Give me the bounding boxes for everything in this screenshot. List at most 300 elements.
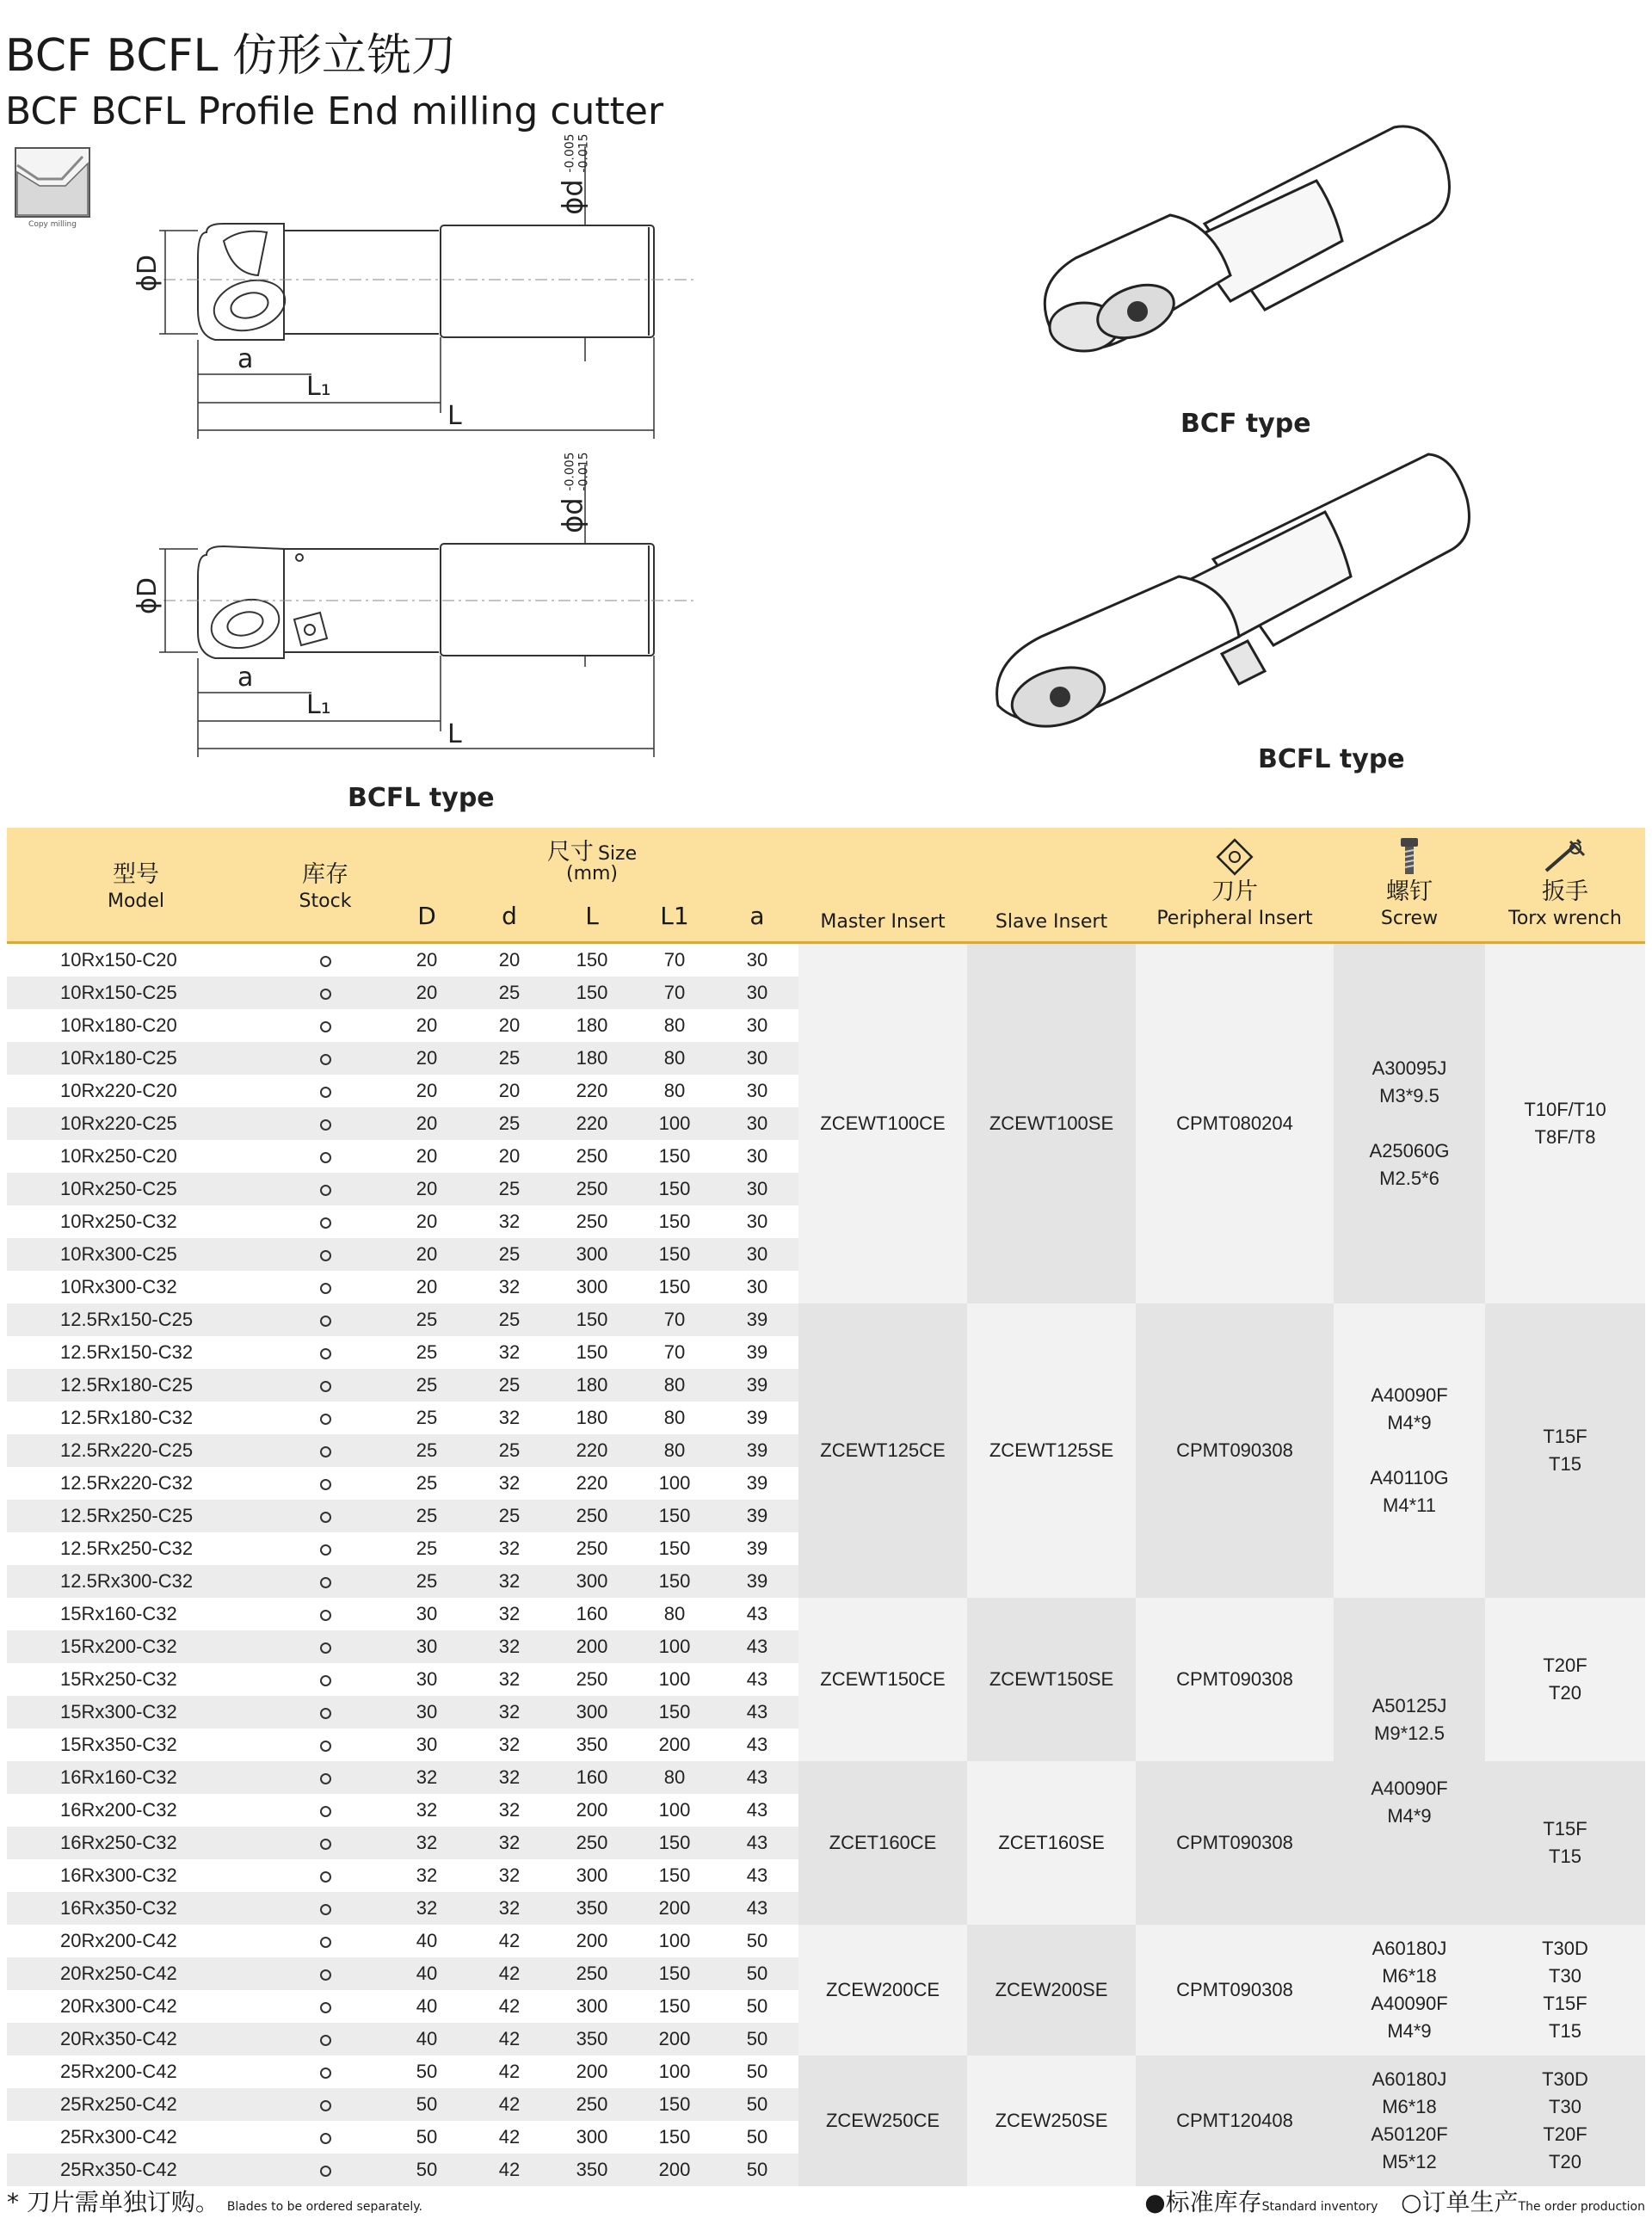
table-header: [7, 828, 1645, 944]
dim-d-cell: 30: [416, 1636, 438, 1657]
dim-l-cell: 250: [576, 1178, 608, 1199]
dim-a-cell: 43: [746, 1636, 768, 1657]
dim-l1-cell: 80: [663, 1014, 686, 1036]
dim-d-cell: 20: [416, 1178, 438, 1199]
table-row: [7, 1630, 798, 1663]
bcf-tolerance-lower: -0.015: [576, 133, 591, 173]
screw-cell-line: A50120F: [1371, 2123, 1448, 2145]
slave-insert-cell-line: ZCET160SE: [998, 1832, 1105, 1853]
dim-l1-cell: 150: [658, 2093, 691, 2115]
peripheral-insert-cell-line: CPMT090308: [1176, 1832, 1293, 1853]
torx-wrench-cell-line: T30D: [1542, 1938, 1588, 1959]
dim-a-cell: 43: [746, 1701, 768, 1722]
stock-cell: [265, 1500, 385, 1532]
dim-d-cell: 20: [416, 1080, 438, 1101]
order-production-icon: [320, 1642, 331, 1654]
dim-l1-cell: 200: [658, 1897, 691, 1919]
torx-wrench-cell-line: T20F: [1543, 2123, 1587, 2145]
header-stock-en: Stock: [299, 890, 352, 912]
model-cell: 12.5Rx150-C32: [60, 1341, 194, 1363]
header-model-en: Model: [107, 890, 165, 912]
peripheral-insert-cell: [1136, 1925, 1334, 2055]
torx-wrench-cell-line: T8F/T8: [1534, 1126, 1596, 1148]
torx-wrench-cell-line: T30: [1549, 2096, 1581, 2117]
dim-l1-cell: 150: [658, 1505, 691, 1526]
order-production-icon: [320, 1871, 331, 1883]
dim-l-cell: 250: [576, 1963, 608, 1984]
table-row: [7, 1925, 798, 1957]
order-production-icon: [320, 1348, 331, 1359]
page-title-cn: BCF BCFL 仿形立铣刀: [5, 30, 456, 82]
screw-cell-line: M6*18: [1382, 1965, 1437, 1987]
dim-d-cell: 40: [416, 1930, 438, 1951]
dim-d-cell: 20: [416, 1014, 438, 1036]
dim-d-cell: 20: [498, 1145, 521, 1167]
table-row: [7, 1205, 798, 1238]
stock-cell: [265, 1075, 385, 1107]
table-row: [7, 1892, 798, 1925]
model-cell: 12.5Rx180-C25: [60, 1374, 194, 1396]
dim-d-cell: 42: [498, 2126, 521, 2148]
bcf-type-label: BCF type: [1180, 409, 1311, 439]
stock-cell: [265, 1957, 385, 1990]
header-size-en: Size: [597, 843, 638, 865]
model-cell: 10Rx180-C20: [60, 1014, 177, 1036]
dim-l1-cell: 200: [658, 2028, 691, 2049]
dim-l-cell: 300: [576, 1276, 608, 1297]
slave-insert-cell-line: ZCEW200SE: [995, 1979, 1108, 2000]
bcfl-dim-d: ϕd: [556, 497, 589, 533]
bcf-dim-a: a: [237, 344, 254, 374]
order-production-icon: [320, 2133, 331, 2144]
dim-l1-cell: 70: [663, 982, 686, 1003]
screw-cell-line: M6*18: [1382, 2096, 1437, 2117]
bcfl-type-label: BCFL type: [1258, 744, 1405, 774]
dim-d-cell: 25: [416, 1505, 438, 1526]
dim-d-cell: 42: [498, 2028, 521, 2049]
stock-cell: [265, 1140, 385, 1173]
dim-l-cell: 200: [576, 1636, 608, 1657]
copy-milling-icon: [14, 146, 91, 232]
dim-d-cell: 25: [416, 1439, 438, 1461]
stock-cell: [265, 1663, 385, 1696]
master-insert-cell-line: ZCEWT125CE: [820, 1439, 946, 1461]
stock-cell: [265, 1598, 385, 1630]
bcfl-drawing-label: BCFL type: [348, 783, 495, 813]
stock-cell: [265, 1532, 385, 1565]
dim-l-cell: 300: [576, 1243, 608, 1265]
dim-a-cell: 30: [746, 982, 768, 1003]
dim-d-cell: 25: [498, 1505, 521, 1526]
screw-cell: [1334, 944, 1485, 1303]
dim-l-cell: 300: [576, 1864, 608, 1886]
header-screw-en: Screw: [1380, 908, 1439, 929]
dim-d-cell: 20: [416, 1112, 438, 1134]
table-row: [7, 1696, 798, 1729]
stock-cell: [265, 1827, 385, 1859]
dim-d-cell: 25: [498, 1374, 521, 1396]
order-production-icon: [320, 1217, 331, 1229]
dim-a-cell: 43: [746, 1734, 768, 1755]
table-row: [7, 1990, 798, 2023]
dim-l-cell: 200: [576, 2061, 608, 2082]
master-insert-cell: [798, 1598, 967, 1761]
table-row: [7, 1336, 798, 1369]
order-production-icon: [320, 1185, 331, 1196]
screw-cell-line: M4*9: [1387, 2020, 1432, 2042]
dim-d-cell: 25: [416, 1341, 438, 1363]
stock-cell: [265, 1696, 385, 1729]
dim-l1-cell: 150: [658, 1145, 691, 1167]
dim-l-cell: 300: [576, 1570, 608, 1592]
legend-order-cn: ○订单生产: [1401, 2188, 1519, 2216]
dim-l-cell: 220: [576, 1472, 608, 1494]
copy-milling-label: Copy milling: [28, 220, 77, 229]
screw-cell: [1334, 1598, 1485, 1925]
header-wrench-en: Torx wrench: [1508, 908, 1622, 929]
stock-cell: [265, 1369, 385, 1402]
screw-cell-line: A40110G: [1370, 1467, 1449, 1488]
header-size-cn: 尺寸: [546, 839, 594, 866]
dim-l1-cell: 100: [658, 1668, 691, 1690]
dim-d-cell: 25: [416, 1374, 438, 1396]
dim-l-cell: 150: [576, 1309, 608, 1330]
dim-l1-cell: 150: [658, 1995, 691, 2017]
dim-d-cell: 32: [498, 1570, 521, 1592]
model-cell: 20Rx200-C42: [60, 1930, 177, 1951]
dim-d-cell: 25: [498, 1112, 521, 1134]
bcf-dim-L1: L₁: [306, 372, 331, 402]
peripheral-insert-cell-line: CPMT120408: [1176, 2110, 1293, 2131]
dim-l-cell: 200: [576, 1799, 608, 1821]
model-cell: 16Rx300-C32: [60, 1864, 177, 1886]
dim-a-cell: 39: [746, 1570, 768, 1592]
dim-d-cell: 20: [498, 1014, 521, 1036]
dim-l1-cell: 100: [658, 1636, 691, 1657]
screw-cell-line: M3*9.5: [1379, 1085, 1439, 1106]
header-a: a: [749, 902, 765, 930]
table-row: [7, 1042, 798, 1075]
peripheral-insert-cell-line: CPMT090308: [1176, 1668, 1293, 1690]
model-cell: 15Rx250-C32: [60, 1668, 177, 1690]
table-row: [7, 1173, 798, 1205]
header-d: d: [502, 902, 517, 930]
dim-l-cell: 150: [576, 1341, 608, 1363]
bcf-dim-L: L: [447, 401, 462, 431]
stock-cell: [265, 1925, 385, 1957]
model-cell: 15Rx160-C32: [60, 1603, 177, 1624]
dim-d-cell: 42: [498, 1995, 521, 2017]
dim-d-cell: 32: [416, 1799, 438, 1821]
dim-d-cell: 30: [416, 1603, 438, 1624]
table-row: [7, 1140, 798, 1173]
screw-cell-line: M4*9: [1387, 1805, 1432, 1827]
dim-l1-cell: 200: [658, 1734, 691, 1755]
dim-a-cell: 43: [746, 1603, 768, 1624]
dim-l-cell: 250: [576, 1505, 608, 1526]
stock-cell: [265, 1042, 385, 1075]
dim-a-cell: 30: [746, 1080, 768, 1101]
slave-insert-cell: [967, 1925, 1136, 2055]
dim-d-cell: 32: [498, 1341, 521, 1363]
model-cell: 12.5Rx300-C32: [60, 1570, 194, 1592]
dim-a-cell: 39: [746, 1309, 768, 1330]
stock-cell: [265, 2088, 385, 2121]
dim-d-cell: 32: [498, 1668, 521, 1690]
table-row: [7, 1565, 798, 1598]
master-insert-cell-line: ZCET160CE: [829, 1832, 937, 1853]
slave-insert-cell-line: ZCEWT125SE: [989, 1439, 1114, 1461]
table-row: [7, 1303, 798, 1336]
torx-wrench-cell: [1485, 1598, 1645, 1761]
dim-a-cell: 30: [746, 1243, 768, 1265]
stock-cell: [265, 1794, 385, 1827]
dim-d-cell: 50: [416, 2126, 438, 2148]
screw-cell-line: A40090F: [1371, 1993, 1448, 2014]
dim-d-cell: 32: [498, 1407, 521, 1428]
dim-a-cell: 50: [746, 2159, 768, 2180]
order-production-icon: [320, 1937, 331, 1948]
model-cell: 12.5Rx150-C25: [60, 1309, 194, 1330]
order-production-icon: [320, 1839, 331, 1850]
stock-cell: [265, 2055, 385, 2088]
table-row: [7, 2154, 798, 2186]
torx-wrench-cell: [1485, 1925, 1645, 2055]
dim-d-cell: 32: [498, 1211, 521, 1232]
dim-a-cell: 43: [746, 1832, 768, 1853]
dim-l1-cell: 100: [658, 1799, 691, 1821]
table-row: [7, 1859, 798, 1892]
bcfl-dim-L: L: [447, 719, 462, 749]
stock-cell: [265, 2023, 385, 2055]
dim-l1-cell: 80: [663, 1047, 686, 1069]
order-production-icon: [320, 1610, 331, 1621]
header-D: D: [417, 902, 436, 930]
dim-d-cell: 20: [498, 1080, 521, 1101]
model-cell: 12.5Rx220-C25: [60, 1439, 194, 1461]
table-row: [7, 1663, 798, 1696]
stock-cell: [265, 1238, 385, 1271]
torx-wrench-cell-line: T20F: [1543, 1655, 1587, 1676]
stock-cell: [265, 1173, 385, 1205]
table-row: [7, 1107, 798, 1140]
torx-wrench-cell-line: T20: [1549, 1682, 1581, 1704]
dim-a-cell: 43: [746, 1668, 768, 1690]
header-wrench-cn: 扳手: [1542, 878, 1588, 905]
model-cell: 12.5Rx250-C32: [60, 1538, 194, 1559]
model-cell: 10Rx220-C25: [60, 1112, 177, 1134]
dim-d-cell: 32: [498, 1799, 521, 1821]
torx-wrench-cell: [1485, 1303, 1645, 1598]
legend-standard-en: Standard inventory: [1261, 2200, 1378, 2214]
dim-a-cell: 30: [746, 1014, 768, 1036]
table-row: [7, 1500, 798, 1532]
model-cell: 10Rx300-C25: [60, 1243, 177, 1265]
dim-l1-cell: 70: [663, 1309, 686, 1330]
table-row: [7, 1532, 798, 1565]
dim-a-cell: 43: [746, 1897, 768, 1919]
dim-d-cell: 25: [416, 1407, 438, 1428]
bcf-tool-illustration: [981, 112, 1480, 422]
peripheral-insert-cell-line: CPMT090308: [1176, 1979, 1293, 2000]
order-production-icon: [320, 1414, 331, 1425]
table-row: [7, 1729, 798, 1761]
dim-d-cell: 42: [498, 1930, 521, 1951]
table-row: [7, 2023, 798, 2055]
order-production-icon: [320, 1741, 331, 1752]
dim-l-cell: 350: [576, 2028, 608, 2049]
screw-cell-line: M4*11: [1383, 1494, 1436, 1516]
dim-a-cell: 39: [746, 1439, 768, 1461]
dim-a-cell: 39: [746, 1341, 768, 1363]
dim-d-cell: 50: [416, 2159, 438, 2180]
screw-cell-line: M2.5*6: [1379, 1168, 1439, 1189]
dim-a-cell: 39: [746, 1407, 768, 1428]
dim-l1-cell: 70: [663, 949, 686, 971]
bcfl-tolerance-upper: -0.005: [563, 452, 577, 491]
header-L1: L1: [660, 902, 689, 930]
dim-l-cell: 350: [576, 1897, 608, 1919]
stock-cell: [265, 1402, 385, 1434]
master-insert-cell-line: ZCEW250CE: [825, 2110, 940, 2131]
stock-cell: [265, 1336, 385, 1369]
dim-d-cell: 20: [416, 1047, 438, 1069]
peripheral-insert-cell: [1136, 944, 1334, 1303]
dim-d-cell: 42: [498, 2061, 521, 2082]
dim-l-cell: 250: [576, 1145, 608, 1167]
model-cell: 10Rx250-C25: [60, 1178, 177, 1199]
screw-cell-line: A40090F: [1371, 1384, 1448, 1406]
stock-cell: [265, 2121, 385, 2154]
order-production-icon: [320, 1021, 331, 1032]
bcf-technical-drawing: [129, 129, 714, 439]
dim-d-cell: 40: [416, 2028, 438, 2049]
stock-cell: [265, 1565, 385, 1598]
dim-l-cell: 250: [576, 1668, 608, 1690]
torx-wrench-icon: [1539, 836, 1591, 878]
stock-cell: [265, 1630, 385, 1663]
dim-l1-cell: 200: [658, 2159, 691, 2180]
slave-insert-cell-line: ZCEW250SE: [995, 2110, 1108, 2131]
dim-l1-cell: 80: [663, 1603, 686, 1624]
stock-cell: [265, 1205, 385, 1238]
header-stock-cn: 库存: [302, 861, 348, 888]
dim-d-cell: 20: [416, 1243, 438, 1265]
header-model: [7, 860, 265, 914]
dim-l-cell: 180: [576, 1014, 608, 1036]
dim-d-cell: 32: [498, 1832, 521, 1853]
table-row: [7, 2121, 798, 2154]
bcf-dim-D: ϕD: [132, 255, 163, 292]
slave-insert-cell: [967, 944, 1136, 1303]
table-row: [7, 1827, 798, 1859]
dim-l-cell: 300: [576, 2126, 608, 2148]
torx-wrench-cell: [1485, 944, 1645, 1303]
dim-l-cell: 200: [576, 1930, 608, 1951]
dim-d-cell: 32: [498, 1603, 521, 1624]
model-cell: 20Rx250-C42: [60, 1963, 177, 1984]
dim-a-cell: 50: [746, 2061, 768, 2082]
torx-wrench-cell-line: T20: [1549, 2151, 1581, 2172]
torx-wrench-cell-line: T30D: [1542, 2068, 1588, 2090]
dim-d-cell: 20: [416, 949, 438, 971]
dim-d-cell: 25: [498, 1047, 521, 1069]
stock-cell: [265, 1107, 385, 1140]
dim-l-cell: 180: [576, 1374, 608, 1396]
order-production-icon: [320, 2166, 331, 2177]
dim-d-cell: 32: [498, 1864, 521, 1886]
order-production-icon: [320, 1675, 331, 1686]
table-row: [7, 1434, 798, 1467]
dim-a-cell: 30: [746, 1145, 768, 1167]
dim-a-cell: 43: [746, 1766, 768, 1788]
table-row: [7, 977, 798, 1009]
model-cell: 15Rx200-C32: [60, 1636, 177, 1657]
dim-d-cell: 32: [498, 1472, 521, 1494]
dim-l1-cell: 150: [658, 1963, 691, 1984]
dim-d-cell: 32: [498, 1636, 521, 1657]
model-cell: 10Rx150-C20: [60, 949, 177, 971]
model-cell: 20Rx300-C42: [60, 1995, 177, 2017]
order-production-icon: [320, 1904, 331, 1915]
dim-l1-cell: 100: [658, 1112, 691, 1134]
dim-l1-cell: 150: [658, 1538, 691, 1559]
screw-cell-line: A60180J: [1372, 1938, 1447, 1959]
master-insert-cell: [798, 1925, 967, 2055]
dim-d-cell: 30: [416, 1668, 438, 1690]
dim-l-cell: 150: [576, 949, 608, 971]
dim-l1-cell: 150: [658, 1701, 691, 1722]
stock-cell: [265, 1892, 385, 1925]
dim-l1-cell: 80: [663, 1374, 686, 1396]
order-production-icon: [320, 1479, 331, 1490]
stock-cell: [265, 1303, 385, 1336]
dim-l1-cell: 80: [663, 1407, 686, 1428]
table-row: [7, 1369, 798, 1402]
dim-l1-cell: 150: [658, 1211, 691, 1232]
header-stock: [265, 860, 385, 914]
master-insert-cell: [798, 2055, 967, 2186]
dim-d-cell: 42: [498, 2093, 521, 2115]
header-wrench: [1485, 836, 1645, 931]
footer-note-cn: * 刀片需单独订购。: [7, 2188, 219, 2216]
header-slave-insert: Slave Insert: [995, 911, 1108, 933]
model-cell: 12.5Rx250-C25: [60, 1505, 194, 1526]
dim-l1-cell: 70: [663, 1341, 686, 1363]
model-cell: 16Rx200-C32: [60, 1799, 177, 1821]
dim-l-cell: 220: [576, 1080, 608, 1101]
model-cell: 12.5Rx220-C32: [60, 1472, 194, 1494]
screw-cell-line: [1370, 1437, 1448, 1464]
torx-wrench-cell-line: T15F: [1543, 1426, 1587, 1447]
bcfl-tolerance-lower: -0.015: [576, 452, 591, 491]
order-production-icon: [320, 1054, 331, 1065]
model-cell: 25Rx200-C42: [60, 2061, 177, 2082]
table-row: [7, 1794, 798, 1827]
model-cell: 10Rx180-C25: [60, 1047, 177, 1069]
dim-d-cell: 32: [416, 1766, 438, 1788]
dim-d-cell: 20: [416, 982, 438, 1003]
dim-d-cell: 25: [498, 1243, 521, 1265]
screw-cell-line: A30095J: [1372, 1057, 1447, 1079]
table-row: [7, 1467, 798, 1500]
order-production-icon: [320, 1316, 331, 1327]
bcf-tolerance-upper: -0.005: [563, 133, 577, 173]
dim-l1-cell: 100: [658, 1472, 691, 1494]
header-master-insert: Master Insert: [820, 911, 946, 933]
dim-l-cell: 160: [576, 1603, 608, 1624]
order-production-icon: [320, 1512, 331, 1523]
